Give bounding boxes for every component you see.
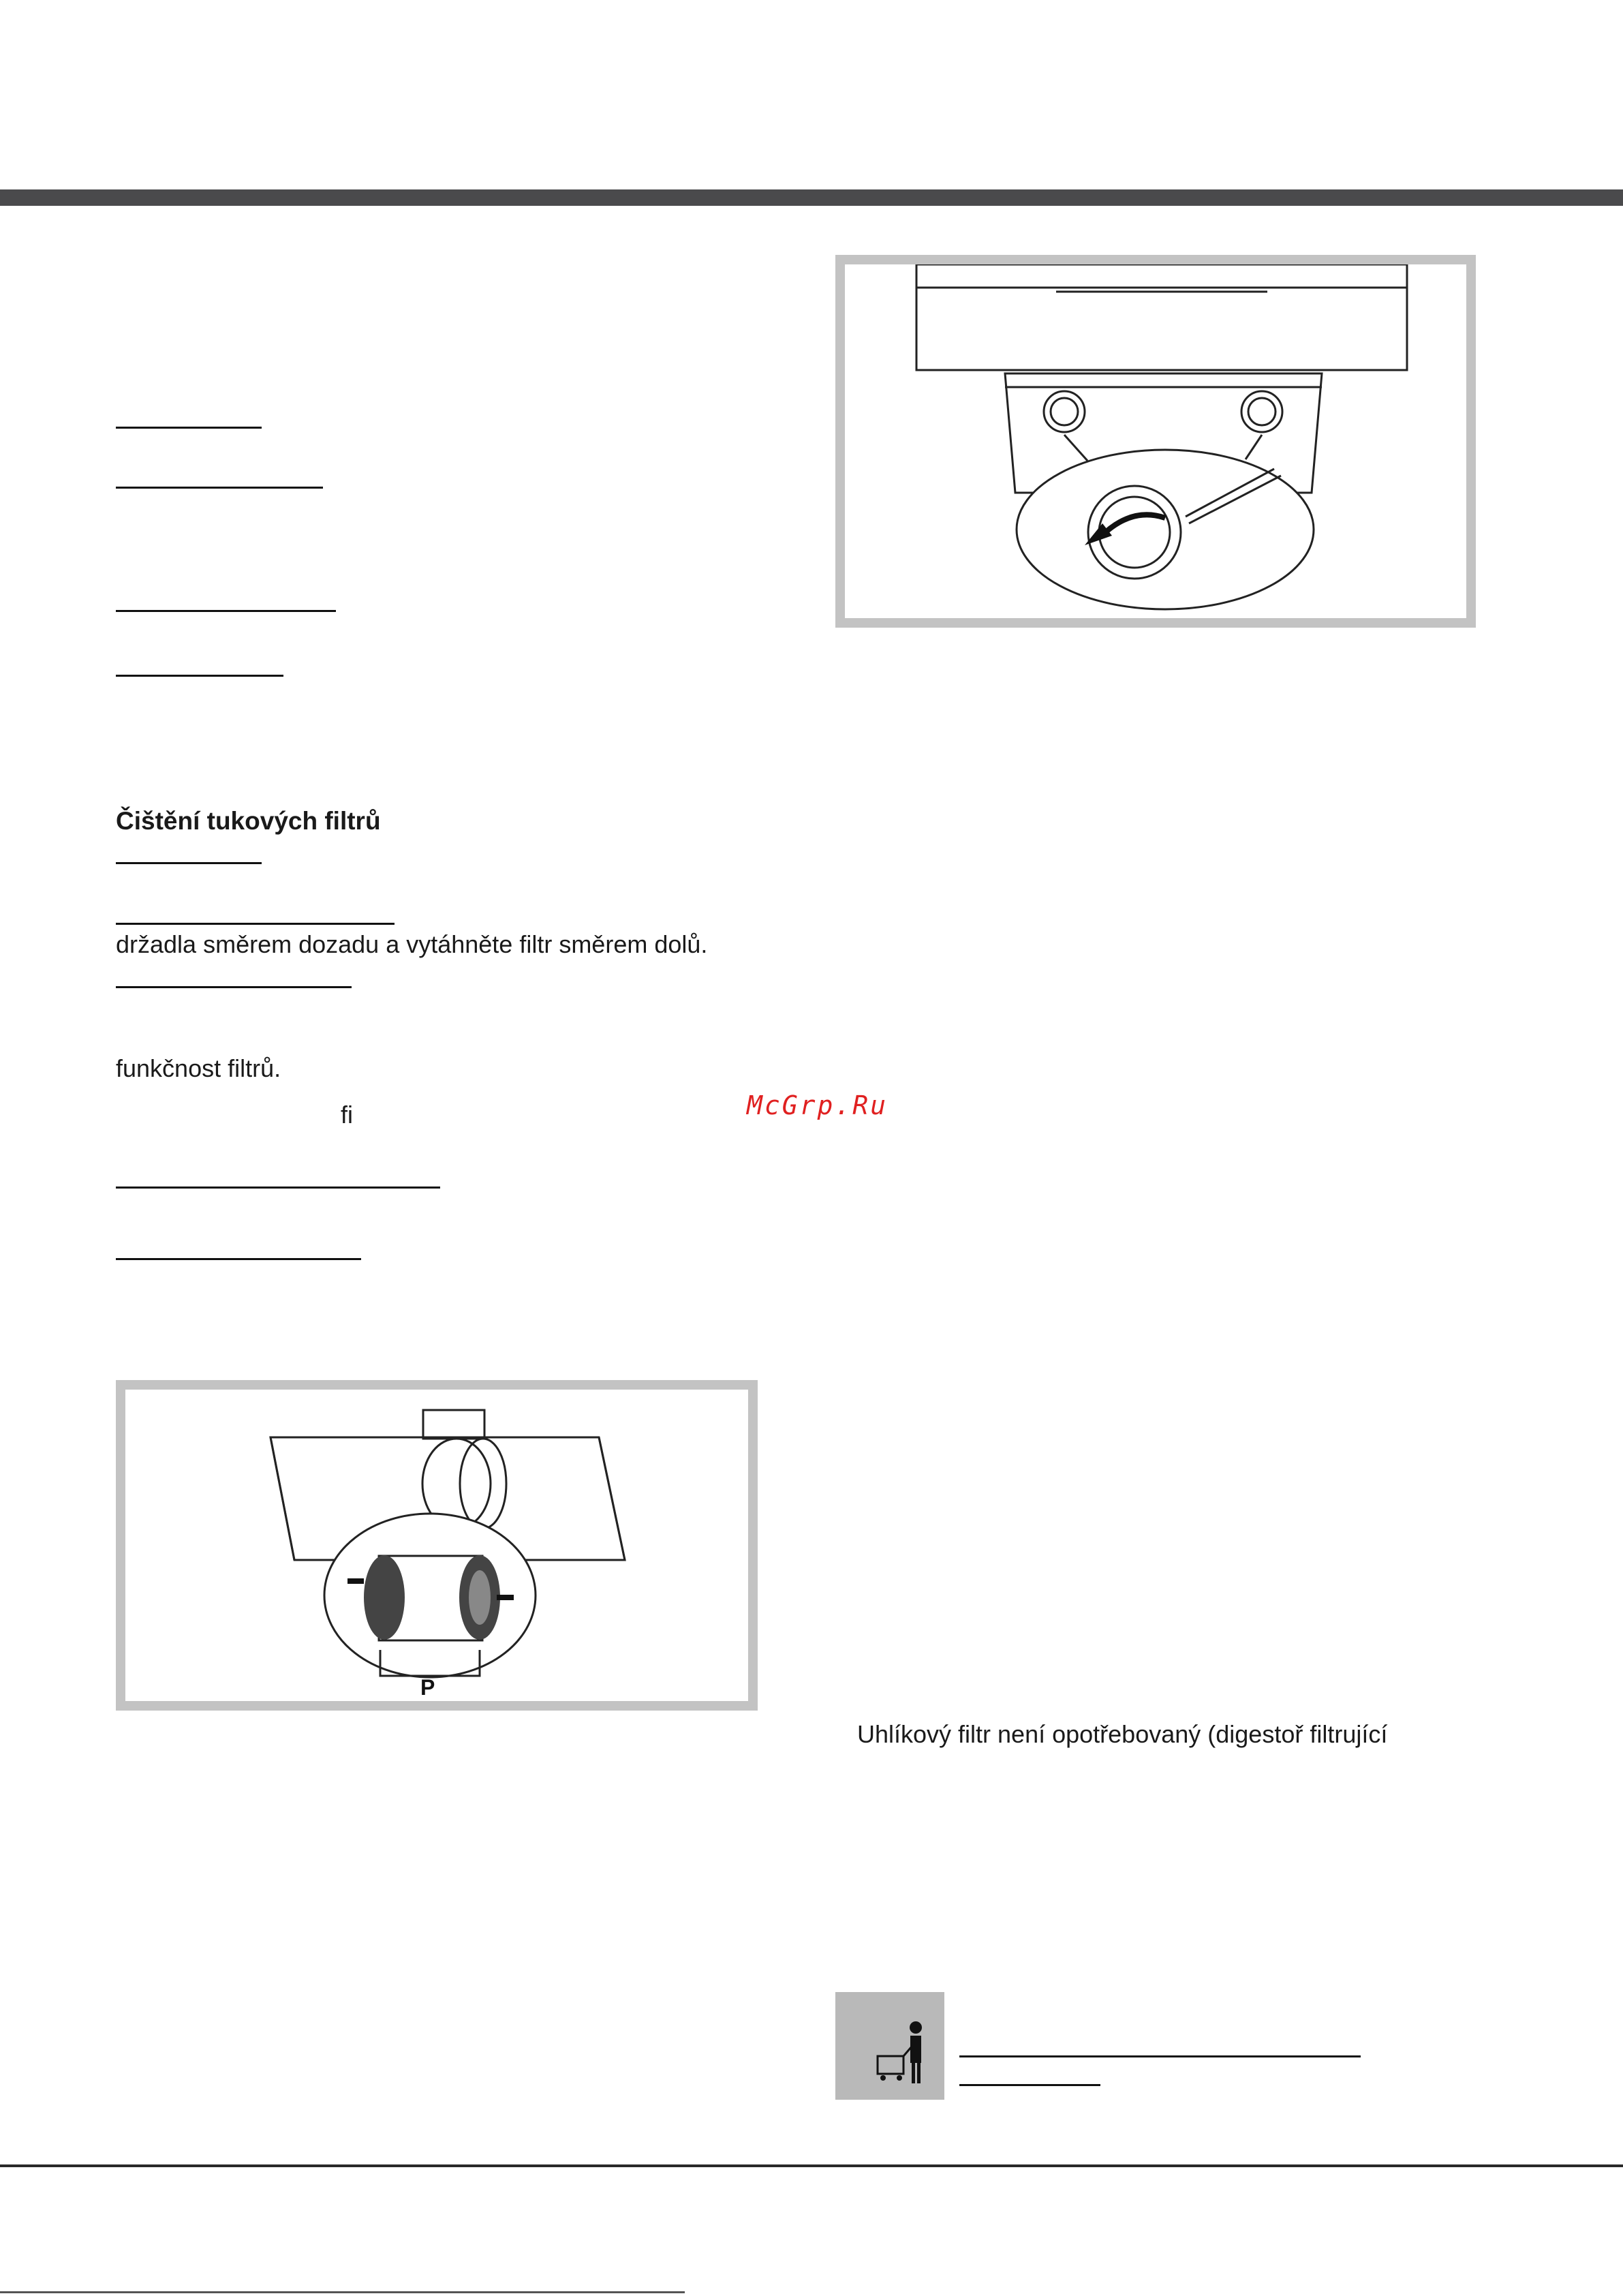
- underline-5: [116, 862, 262, 864]
- footer-underline: [0, 2291, 685, 2293]
- underline-8: [116, 1187, 440, 1189]
- heading-grease-filters: Čištění tukových filtrů: [116, 807, 381, 835]
- underline-6: [116, 923, 395, 925]
- underline-11: [959, 2084, 1100, 2086]
- underline-2: [116, 487, 323, 489]
- trash-cart-icon: [835, 1992, 944, 2100]
- text-carbon-filter: Uhlíkový filtr není opotřebovaný (digestoř filtrující: [857, 1720, 1388, 1748]
- underline-9: [116, 1258, 361, 1260]
- footer-rule: [0, 2164, 1623, 2167]
- figure-hood-filter-removal: [835, 255, 1476, 628]
- header-bar: [0, 189, 1623, 206]
- watermark: McGrp.Ru: [747, 1090, 888, 1120]
- disposal-icon-box: [835, 1992, 944, 2100]
- figure-carbon-filters: [116, 1380, 758, 1711]
- underline-10: [959, 2055, 1361, 2057]
- figure-label-p: P: [420, 1675, 435, 1700]
- underline-3: [116, 610, 336, 612]
- underline-4: [116, 675, 283, 677]
- underline-7: [116, 986, 352, 988]
- hood-illustration: [845, 264, 1466, 618]
- text-fi-ligature: ﬁ: [341, 1101, 353, 1129]
- underline-1: [116, 427, 262, 429]
- motor-illustration: [125, 1390, 748, 1701]
- text-function: funkčnost filtrů.: [116, 1054, 281, 1082]
- text-handle: držadla směrem dozadu a vytáhněte filtr směrem dolů.: [116, 930, 708, 958]
